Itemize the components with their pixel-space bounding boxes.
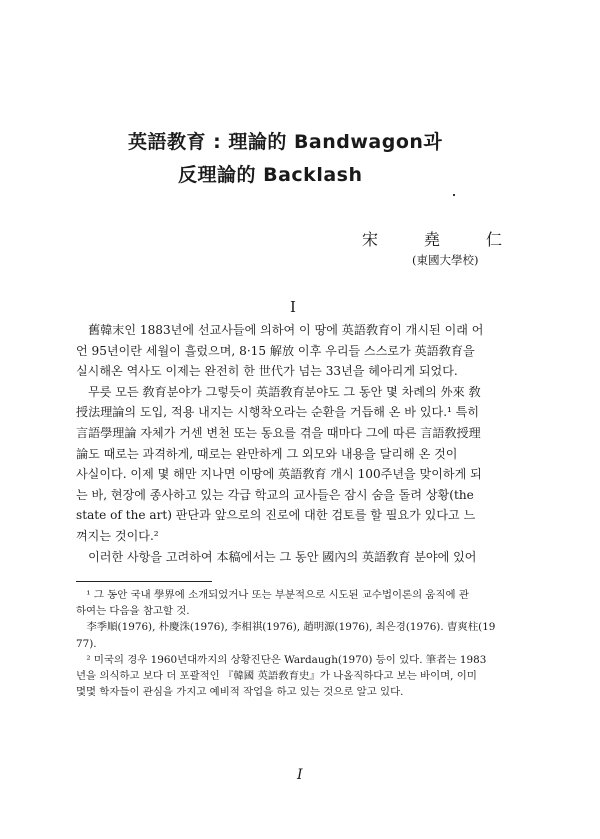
author-char: 仁 [485, 230, 502, 249]
footnote-rule [76, 581, 212, 582]
body-text [76, 320, 531, 567]
body-line: 무릇 모든 敎育분야가 그렇듯이 英語敎育분야도 그 동안 몇 차례의 外來 敎 [76, 384, 481, 399]
footnote-line: 몇몇 학자들이 관심을 가지고 예비적 작업을 하고 있는 것으로 알고 있다. [76, 686, 404, 699]
footnote-line: ² 미국의 경우 1960년대까지의 상황진단은 Wardaugh(1970) 등이 있다. 筆者는 1983 [76, 653, 487, 666]
footnote-line: 하여는 다음을 참고할 것. [76, 605, 190, 618]
section-heading: I [290, 298, 296, 316]
body-line: 言語學理論 자체가 거센 변천 또는 동요를 겪을 때마다 그에 따른 言語敎授理 [76, 425, 481, 440]
body-line: 사실이다. 이제 몇 해만 지나면 이땅에 英語敎育 개시 100주년을 맞이하게 되 [76, 467, 482, 482]
footnote-line: 년을 의식하고 보다 더 포괄적인 『韓國 英語敎育史』가 나올직하다고 보는 바이며, 이미 [76, 669, 477, 682]
author-char: 堯 [423, 230, 440, 249]
title-line-2: 反理論的 Backlash [178, 164, 363, 186]
footnotes [76, 587, 531, 700]
body-line: 論도 때로는 과격하게, 때로는 완만하게 그 외모와 내용을 달리해 온 것이 [76, 446, 458, 461]
body-line: 이러한 사항을 고려하여 本稿에서는 그 동안 國內의 英語敎育 분야에 있어 [76, 549, 477, 564]
footnote-line: 77). [76, 637, 97, 650]
body-line: 는 바, 현장에 종사하고 있는 각급 학교의 교사들은 잠시 숨을 돌려 상황(the [76, 487, 474, 502]
page-number: I [297, 767, 303, 783]
body-line: 실시해온 역사도 이제는 완전히 한 世代가 넘는 33년을 헤아리게 되었다. [76, 364, 458, 379]
footnote-line: ¹ 그 동안 국내 學界에 소개되었거나 또는 부분적으로 시도된 교수법이론의 움직에 관 [76, 589, 469, 601]
author-char: 宋 [362, 230, 379, 249]
print-speck [453, 194, 455, 196]
body-line: 언 95년이란 세월이 흘렀으며, 8·15 解放 이후 우리들 스스로가 英語敎育을 [76, 343, 475, 358]
title-line-1: 英語教育 : 理論的 Bandwagon과 [128, 131, 443, 153]
body-line: 껴지는 것이다.² [76, 528, 159, 543]
author-name [362, 227, 502, 250]
body-line: 舊韓末인 1883년에 선교사들에 의하여 이 땅에 英語敎育이 개시된 이래 어 [76, 323, 484, 337]
footnote-line: 李季順(1976), 朴慶洙(1976), 李相祺(1976), 趙明源(1976), 최은경(1976). 曺爽柱(19 [76, 621, 496, 634]
body-line: 授法理論의 도입, 적용 내지는 시행착오라는 순환을 거듭해 온 바 있다.¹ 특히 [76, 405, 480, 420]
author-affiliation: (東國大學校) [412, 253, 479, 267]
body-line: state of the art) 판단과 앞으로의 진로에 대한 검토를 할 필요가 있다고 느 [76, 508, 476, 523]
